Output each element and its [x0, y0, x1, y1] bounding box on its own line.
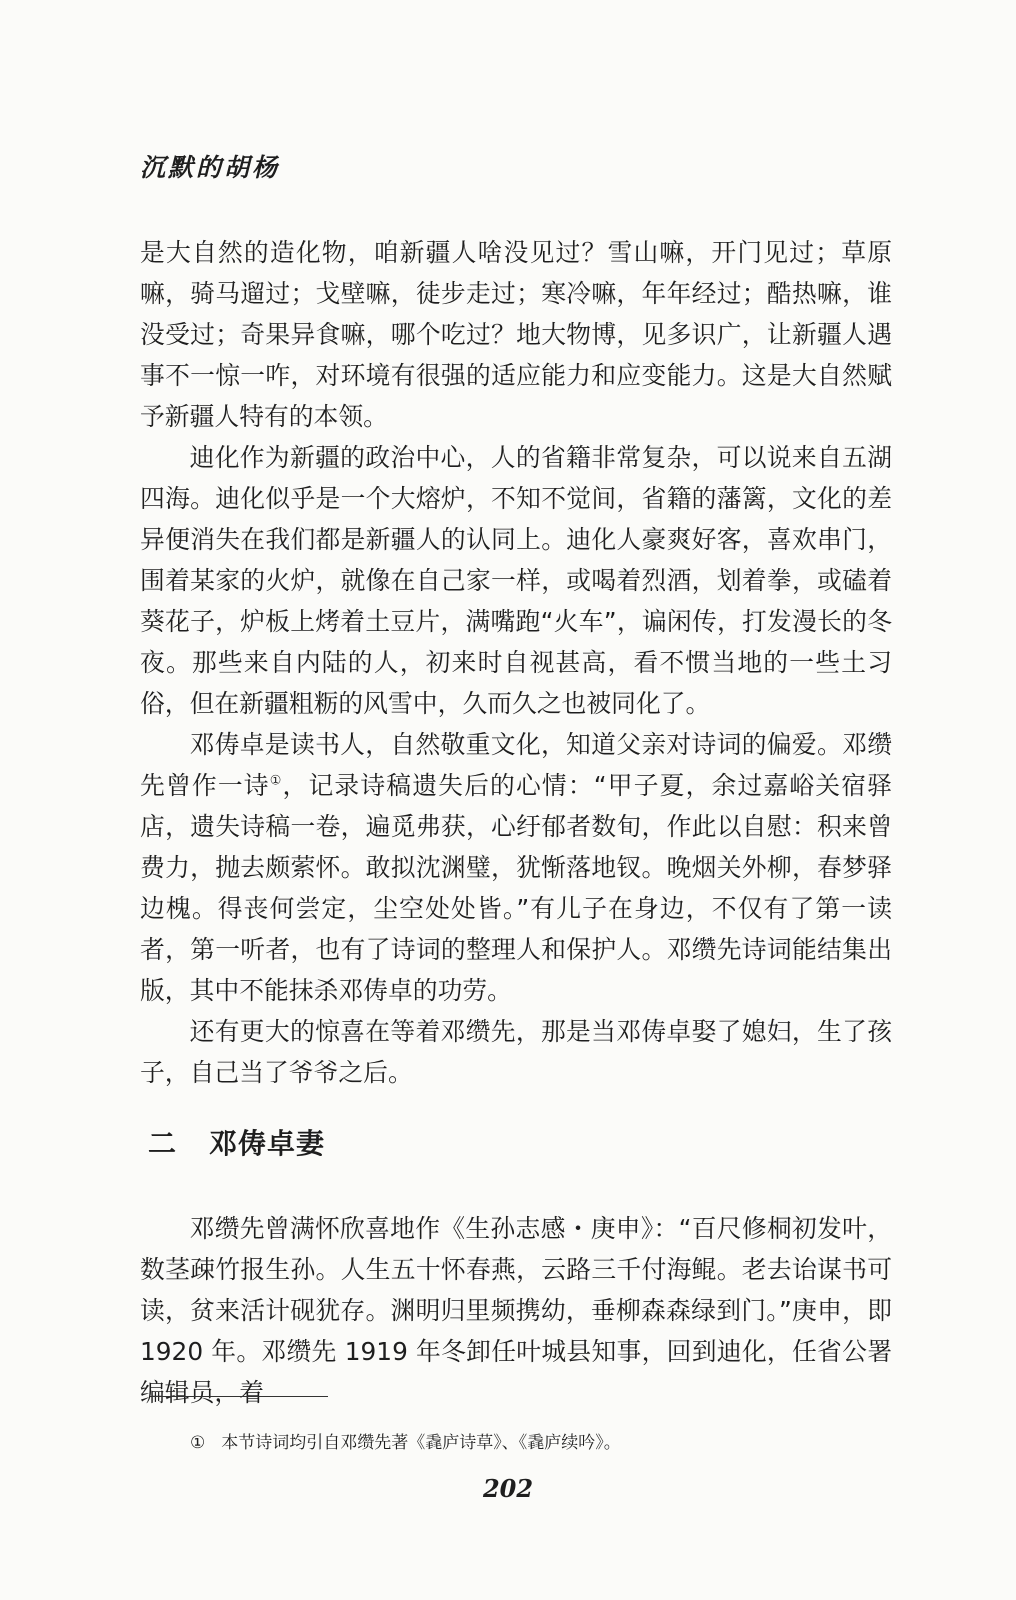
section-title: 邓俦卓妻	[209, 1127, 326, 1160]
paragraph-continuation: 是大自然的造化物，咱新疆人啥没见过？雪山嘛，开门见过；草原嘛，骑马遛过；戈壁嘛，徒步走过；寒冷嘛，年年经过；酷热嘛，谁没受过；奇果异食嘛，哪个吃过？地大物博，见多识广，让新疆人遇事不一惊一咋，对环境有很强的适应能力和应变能力。这是大自然赋予新疆人特有的本领。	[140, 238, 892, 431]
footnote-marker: ①	[190, 1433, 206, 1453]
section-number: 二	[148, 1127, 178, 1160]
paragraph-surprise: 还有更大的惊喜在等着邓缵先，那是当邓俦卓娶了媳妇，生了孩子，自己当了爷爷之后。	[140, 1017, 892, 1087]
paragraph-dihua: 迪化作为新疆的政治中心，人的省籍非常复杂，可以说来自五湖四海。迪化似乎是一个大熔炉，不知不觉间，省籍的藩篱，文化的差异便消失在我们都是新疆人的认同上。迪化人豪爽好客，喜欢串门，围着某家的火炉，就像在自己家一样，或喝着烈酒，划着拳，或磕着葵花子，炉板上烤着土豆片，满嘴跑“火车”，谝闲传，打发漫长的冬夜。那些来自内陆的人，初来时自视甚高，看不惯当地的一些土习俗，但在新疆粗粝的风雪中，久而久之也被同化了。	[140, 443, 892, 718]
footnote	[190, 1428, 621, 1453]
paragraph-grandson-poem: 邓缵先曾满怀欣喜地作《生孙志感・庚申》：“百尺修桐初发叶，数茎疎竹报生孙。人生五十怀春燕，云路三千付海鲲。老去诒谋书可读，贫来活计砚犹存。渊明归里频携幼，垂柳森森绿到门。”庚申，即 1920 年。邓缵先 1919 年冬卸任叶城县知事，回到迪化，任省公署编辑员，着	[140, 1214, 892, 1407]
footnote-divider	[150, 1396, 328, 1397]
running-head: 沉默的胡杨	[140, 153, 281, 182]
body-text-after-heading	[140, 1208, 892, 1413]
paragraph-poem-manuscript	[140, 724, 892, 1011]
section-heading	[148, 1122, 325, 1162]
body-text-before-heading	[140, 232, 892, 1093]
paragraph-text-part: 邓俦卓是读书人，自然敬重文化，知道父亲对诗词的偏爱。邓缵先曾作一诗	[140, 730, 892, 800]
page-number: 202	[482, 1474, 534, 1503]
footnote-text: 本节诗词均引自邓缵先著《毳庐诗草》、《毳庐续吟》。	[221, 1433, 621, 1453]
paragraph-text-part: ，记录诗稿遗失后的心情：“甲子夏，余过嘉峪关宿驿店，遗失诗稿一卷，遍觅弗获，心纡郁者数旬，作此以自慰：积来曾费力，抛去颇萦怀。敢拟沈渊璧，犹惭落地钗。晚烟关外柳，春梦驿边槐。得丧何尝定，尘空处处皆。”有儿子在身边，不仅有了第一读者，第一听者，也有了诗词的整理人和保护人。邓缵先诗词能结集出版，其中不能抹杀邓俦卓的功劳。	[140, 771, 892, 1005]
footnote-reference[interactable]: ①	[269, 773, 283, 789]
